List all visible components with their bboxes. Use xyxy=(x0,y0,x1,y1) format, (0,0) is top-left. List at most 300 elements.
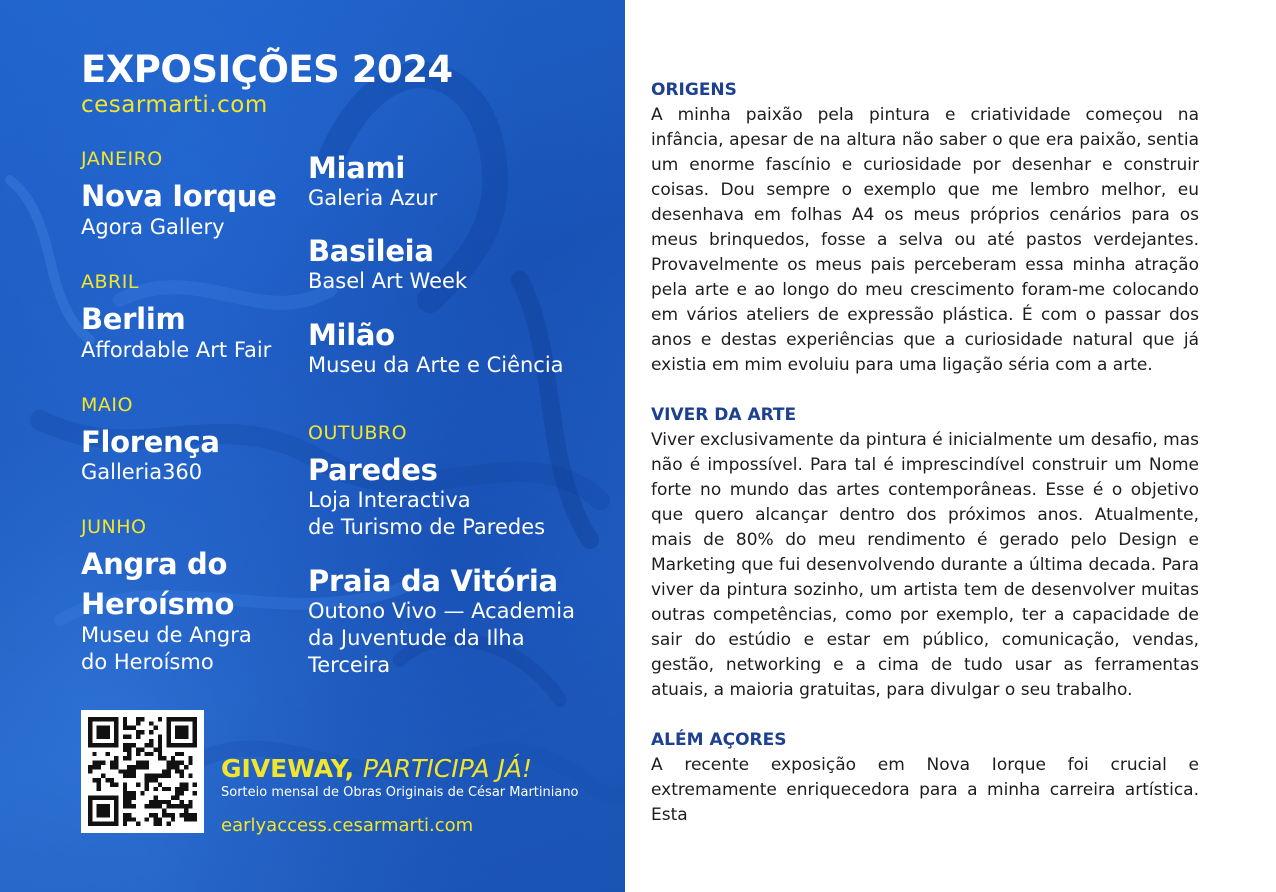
qr-module xyxy=(180,813,184,817)
qr-module xyxy=(153,787,157,791)
qr-module xyxy=(193,726,197,730)
qr-module xyxy=(166,787,170,791)
qr-module xyxy=(188,813,192,817)
qr-module xyxy=(92,795,96,799)
qr-module xyxy=(97,778,101,782)
qr-module xyxy=(105,743,109,747)
qr-module xyxy=(145,765,149,769)
qr-module xyxy=(171,804,175,808)
qr-module xyxy=(188,800,192,804)
qr-module xyxy=(132,765,136,769)
qr-module xyxy=(114,813,118,817)
qr-module xyxy=(193,791,197,795)
qr-module xyxy=(123,804,127,808)
qr-module xyxy=(184,726,188,730)
qr-module xyxy=(88,717,92,721)
qr-module xyxy=(158,717,162,721)
qr-module xyxy=(145,782,149,786)
qr-module xyxy=(140,730,144,734)
qr-module xyxy=(136,748,140,752)
biography-column xyxy=(651,78,1199,853)
qr-module xyxy=(127,804,131,808)
city-name: Heroísmo xyxy=(81,587,235,621)
section-body-viver-da-arte: Viver exclusivamente da pintura é inicialmente um desafio, mas não é impossível. Para tal é imprescindível construir um Nome forte no mundo das artes contemporâneas. Esse é o objetivo que quero alcançar dentro dos próximos anos. Atualmente, mais de 80% do meu rendimento é gerado pelo Design e Marketing que fui desenvolvendo durante a última decada. Para viver da pintura sozinho, um artista tem de desenvolver muitas outras competências, como por exemplo, ter a capacidade de sair do estúdio e estar em público, comunicação, vendas, gestão, networking e a cima de tudo usar as ferramentas atuais, a maioria gratuitas, para divulgar o seu trabalho. xyxy=(651,430,1199,700)
qr-module xyxy=(171,743,175,747)
qr-module xyxy=(145,752,149,756)
venue-name: Affordable Art Fair xyxy=(81,338,272,362)
qr-module xyxy=(180,734,184,738)
qr-module xyxy=(149,721,153,725)
qr-module xyxy=(145,787,149,791)
venue-name: Terceira xyxy=(308,653,391,677)
qr-module xyxy=(153,822,157,826)
exhibitions-panel xyxy=(0,0,625,892)
qr-module xyxy=(153,813,157,817)
venue-name: do Heroísmo xyxy=(81,650,214,674)
qr-module xyxy=(171,817,175,821)
qr-module xyxy=(149,730,153,734)
qr-module xyxy=(188,761,192,765)
qr-module xyxy=(114,800,118,804)
qr-module xyxy=(180,726,184,730)
qr-module xyxy=(97,822,101,826)
venue-name: de Turismo de Paredes xyxy=(308,515,546,539)
city-name: Nova Iorque xyxy=(81,179,277,213)
qr-module xyxy=(97,730,101,734)
qr-module xyxy=(175,804,179,808)
qr-module xyxy=(110,761,114,765)
qr-module xyxy=(153,774,157,778)
qr-module xyxy=(166,822,170,826)
qr-module xyxy=(97,809,101,813)
qr-module xyxy=(110,717,114,721)
qr-module xyxy=(127,791,131,795)
qr-module xyxy=(127,765,131,769)
section-body-origens: A minha paixão pela pintura e criatividade começou na infância, apesar de na altura não saber o que era paixão, sentia um enorme fascínio e curiosidade por desenhar e construir coisas. Dou sempre o exemplo que me lembro melhor, eu desenhava em folhas A4 os meus próprios cenários para os meus brinquedos, fosse a selva ou até pastos verdejantes. Provavelmente os meus pais perceberam essa minha atração pela arte e ao longo do meu crescimento foram-me colocando em vários ateliers de expressão plástica. É com o passar dos anos e destas experiências que a curiosidade natural que já existia em mim evoluiu para uma ligação séria com a arte. xyxy=(651,105,1199,375)
section-body-alem-acores: A recente exposição em Nova Iorque foi crucial e extremamente enriquecedora para a minha carreira artística. Esta xyxy=(651,755,1199,825)
qr-module xyxy=(171,717,175,721)
qr-module xyxy=(193,782,197,786)
qr-module xyxy=(184,809,188,813)
early-access-link[interactable]: earlyaccess.cesarmarti.com xyxy=(221,815,474,836)
qr-module xyxy=(175,734,179,738)
qr-module xyxy=(184,813,188,817)
qr-module xyxy=(105,752,109,756)
qr-module xyxy=(184,717,188,721)
qr-module xyxy=(175,726,179,730)
qr-module xyxy=(110,765,114,769)
qr-module xyxy=(166,761,170,765)
qr-module xyxy=(110,782,114,786)
qr-module xyxy=(101,734,105,738)
qr-module xyxy=(123,717,127,721)
qr-module xyxy=(175,765,179,769)
qr-module xyxy=(92,752,96,756)
month-label: JUNHO xyxy=(81,516,147,538)
qr-code-icon[interactable] xyxy=(81,710,204,833)
qr-module xyxy=(101,726,105,730)
qr-module xyxy=(88,726,92,730)
qr-module xyxy=(149,752,153,756)
qr-module xyxy=(140,717,144,721)
qr-module xyxy=(110,822,114,826)
qr-module xyxy=(145,743,149,747)
qr-module xyxy=(175,730,179,734)
qr-module xyxy=(145,778,149,782)
qr-module xyxy=(180,791,184,795)
qr-module xyxy=(110,743,114,747)
qr-module xyxy=(88,800,92,804)
qr-module xyxy=(123,721,127,725)
qr-module xyxy=(123,822,127,826)
qr-module xyxy=(92,717,96,721)
qr-module xyxy=(162,774,166,778)
qr-module xyxy=(180,774,184,778)
qr-module xyxy=(140,791,144,795)
qr-module xyxy=(114,739,118,743)
qr-module xyxy=(132,804,136,808)
qr-module xyxy=(127,795,131,799)
month-label: OUTUBRO xyxy=(308,422,408,444)
qr-module xyxy=(193,739,197,743)
qr-module xyxy=(105,804,109,808)
qr-module xyxy=(175,752,179,756)
qr-module xyxy=(88,739,92,743)
qr-module xyxy=(88,730,92,734)
qr-module xyxy=(123,734,127,738)
qr-module xyxy=(127,800,131,804)
qr-module xyxy=(188,817,192,821)
qr-module xyxy=(166,774,170,778)
qr-module xyxy=(145,774,149,778)
qr-module xyxy=(101,795,105,799)
qr-module xyxy=(123,769,127,773)
qr-module xyxy=(127,726,131,730)
qr-module xyxy=(92,761,96,765)
qr-module xyxy=(105,822,109,826)
qr-module xyxy=(166,813,170,817)
qr-module xyxy=(162,787,166,791)
qr-module xyxy=(88,804,92,808)
qr-module xyxy=(162,769,166,773)
qr-module xyxy=(132,769,136,773)
qr-module xyxy=(166,721,170,725)
qr-module xyxy=(114,804,118,808)
qr-module xyxy=(180,782,184,786)
month-label: ABRIL xyxy=(81,271,139,293)
qr-module xyxy=(114,721,118,725)
qr-module xyxy=(114,730,118,734)
qr-module xyxy=(162,809,166,813)
qr-module xyxy=(88,721,92,725)
qr-module xyxy=(153,778,157,782)
qr-module xyxy=(171,795,175,799)
qr-module xyxy=(105,730,109,734)
qr-module xyxy=(92,765,96,769)
qr-module xyxy=(158,800,162,804)
city-name: Berlim xyxy=(81,302,186,336)
qr-module xyxy=(132,791,136,795)
qr-module xyxy=(158,822,162,826)
qr-module xyxy=(136,721,140,725)
qr-module xyxy=(166,765,170,769)
qr-module xyxy=(175,743,179,747)
venue-name: Outono Vivo — Academia xyxy=(308,599,575,623)
qr-module xyxy=(180,769,184,773)
qr-module xyxy=(132,774,136,778)
qr-module xyxy=(123,743,127,747)
qr-module xyxy=(105,726,109,730)
qr-module xyxy=(123,748,127,752)
month-label: JANEIRO xyxy=(81,148,163,170)
qr-module xyxy=(123,813,127,817)
qr-module xyxy=(136,765,140,769)
qr-module xyxy=(105,734,109,738)
qr-module xyxy=(123,795,127,799)
qr-module xyxy=(136,822,140,826)
qr-module xyxy=(123,782,127,786)
qr-module xyxy=(97,765,101,769)
qr-module xyxy=(166,804,170,808)
qr-module xyxy=(114,756,118,760)
qr-module xyxy=(184,817,188,821)
qr-module xyxy=(114,822,118,826)
qr-module xyxy=(114,726,118,730)
giveaway-subtitle: Sorteio mensal de Obras Originais de César Martiniano xyxy=(221,785,579,800)
qr-module xyxy=(114,761,118,765)
venue-name: Museu de Angra xyxy=(81,623,252,647)
qr-module xyxy=(175,791,179,795)
qr-module xyxy=(175,795,179,799)
qr-module xyxy=(171,813,175,817)
qr-module xyxy=(175,787,179,791)
venue-name: Galleria360 xyxy=(81,460,203,484)
qr-module xyxy=(180,800,184,804)
qr-module xyxy=(101,822,105,826)
qr-module xyxy=(97,734,101,738)
city-name: Milão xyxy=(308,318,395,352)
qr-module xyxy=(158,804,162,808)
qr-module xyxy=(166,726,170,730)
qr-module xyxy=(114,743,118,747)
qr-module xyxy=(149,778,153,782)
qr-module xyxy=(127,756,131,760)
qr-module xyxy=(88,822,92,826)
qr-module xyxy=(88,809,92,813)
qr-module xyxy=(123,787,127,791)
qr-module xyxy=(123,756,127,760)
section-heading-viver-da-arte: VIVER DA ARTE xyxy=(651,405,797,425)
qr-module xyxy=(97,795,101,799)
qr-module xyxy=(88,817,92,821)
qr-module xyxy=(184,804,188,808)
qr-module xyxy=(127,743,131,747)
qr-module xyxy=(136,782,140,786)
page-title: EXPOSIÇÕES 2024 xyxy=(81,48,453,91)
venue-name: da Juventude da Ilha xyxy=(308,626,525,650)
qr-module xyxy=(184,782,188,786)
qr-module xyxy=(88,769,92,773)
qr-module xyxy=(127,774,131,778)
giveaway-title-italic: PARTICIPA JÁ! xyxy=(362,754,532,783)
qr-module xyxy=(127,769,131,773)
qr-module xyxy=(88,765,92,769)
qr-module xyxy=(119,769,123,773)
qr-module xyxy=(166,800,170,804)
qr-module xyxy=(127,752,131,756)
qr-module xyxy=(158,752,162,756)
qr-module xyxy=(105,809,109,813)
qr-module xyxy=(158,743,162,747)
qr-module xyxy=(105,795,109,799)
venue-name: Basel Art Week xyxy=(308,269,468,293)
section-heading-origens: ORIGENS xyxy=(651,80,737,100)
qr-module xyxy=(88,795,92,799)
city-name: Paredes xyxy=(308,453,438,487)
qr-module xyxy=(110,795,114,799)
qr-module xyxy=(136,734,140,738)
qr-module xyxy=(101,804,105,808)
qr-module xyxy=(97,804,101,808)
qr-module xyxy=(127,817,131,821)
qr-module xyxy=(149,743,153,747)
qr-module xyxy=(145,817,149,821)
section-heading-alem-acores: ALÉM AÇORES xyxy=(651,730,787,750)
qr-module xyxy=(153,748,157,752)
qr-module xyxy=(162,800,166,804)
giveaway-title-bold: GIVEWAY, xyxy=(221,754,355,783)
qr-module xyxy=(145,804,149,808)
qr-module xyxy=(153,817,157,821)
qr-module xyxy=(158,774,162,778)
qr-module xyxy=(123,817,127,821)
qr-module xyxy=(158,748,162,752)
qr-module xyxy=(193,813,197,817)
qr-module xyxy=(193,717,197,721)
qr-module xyxy=(97,813,101,817)
qr-module xyxy=(101,717,105,721)
qr-module xyxy=(153,726,157,730)
qr-module xyxy=(101,809,105,813)
qr-module xyxy=(166,739,170,743)
city-name: Angra do xyxy=(81,547,228,581)
qr-module xyxy=(193,734,197,738)
qr-module xyxy=(127,748,131,752)
qr-module xyxy=(153,804,157,808)
qr-module xyxy=(132,726,136,730)
qr-module xyxy=(92,743,96,747)
qr-module xyxy=(140,748,144,752)
qr-module xyxy=(180,730,184,734)
city-name: Miami xyxy=(308,151,406,185)
qr-module xyxy=(97,726,101,730)
qr-module xyxy=(105,813,109,817)
qr-module xyxy=(188,743,192,747)
qr-module xyxy=(193,743,197,747)
qr-module xyxy=(105,778,109,782)
qr-module xyxy=(184,765,188,769)
qr-module xyxy=(123,791,127,795)
qr-module xyxy=(97,717,101,721)
qr-module xyxy=(114,817,118,821)
website-link[interactable]: cesarmarti.com xyxy=(81,92,268,118)
qr-module xyxy=(132,795,136,799)
qr-module xyxy=(180,717,184,721)
qr-module xyxy=(180,752,184,756)
qr-module xyxy=(132,817,136,821)
qr-module xyxy=(88,734,92,738)
qr-module xyxy=(158,782,162,786)
city-name: Florença xyxy=(81,425,220,459)
qr-module xyxy=(184,734,188,738)
qr-module xyxy=(171,765,175,769)
qr-module xyxy=(114,765,118,769)
qr-code-graphic xyxy=(88,717,197,826)
qr-module xyxy=(127,734,131,738)
qr-module xyxy=(92,778,96,782)
venue-name: Agora Gallery xyxy=(81,215,225,239)
qr-module xyxy=(166,769,170,773)
qr-module xyxy=(180,787,184,791)
qr-module xyxy=(193,817,197,821)
qr-module xyxy=(101,730,105,734)
qr-module xyxy=(110,778,114,782)
qr-module xyxy=(136,717,140,721)
venue-name: Loja Interactiva xyxy=(308,488,471,512)
qr-module xyxy=(136,730,140,734)
venue-name: Galeria Azur xyxy=(308,186,438,210)
qr-module xyxy=(97,782,101,786)
qr-module xyxy=(149,800,153,804)
qr-module xyxy=(153,800,157,804)
qr-module xyxy=(114,795,118,799)
qr-module xyxy=(123,774,127,778)
qr-module xyxy=(193,730,197,734)
qr-module xyxy=(158,817,162,821)
qr-module xyxy=(158,739,162,743)
qr-module xyxy=(88,813,92,817)
qr-module xyxy=(105,717,109,721)
city-name: Praia da Vitória xyxy=(308,564,558,598)
qr-module xyxy=(166,734,170,738)
qr-module xyxy=(180,743,184,747)
qr-module xyxy=(184,787,188,791)
qr-module xyxy=(114,809,118,813)
qr-module xyxy=(114,717,118,721)
qr-module xyxy=(188,756,192,760)
qr-module xyxy=(101,761,105,765)
qr-module xyxy=(88,743,92,747)
qr-module xyxy=(166,743,170,747)
qr-module xyxy=(136,761,140,765)
qr-module xyxy=(171,756,175,760)
qr-module xyxy=(153,795,157,799)
qr-module xyxy=(166,730,170,734)
giveaway-title xyxy=(221,754,532,783)
qr-module xyxy=(162,756,166,760)
qr-module xyxy=(184,730,188,734)
qr-module xyxy=(149,739,153,743)
venue-name: Museu da Arte e Ciência xyxy=(308,353,564,377)
qr-module xyxy=(158,756,162,760)
qr-module xyxy=(149,804,153,808)
qr-module xyxy=(101,743,105,747)
month-label: MAIO xyxy=(81,394,133,416)
qr-module xyxy=(158,734,162,738)
qr-module xyxy=(97,743,101,747)
qr-module xyxy=(193,721,197,725)
qr-module xyxy=(101,813,105,817)
